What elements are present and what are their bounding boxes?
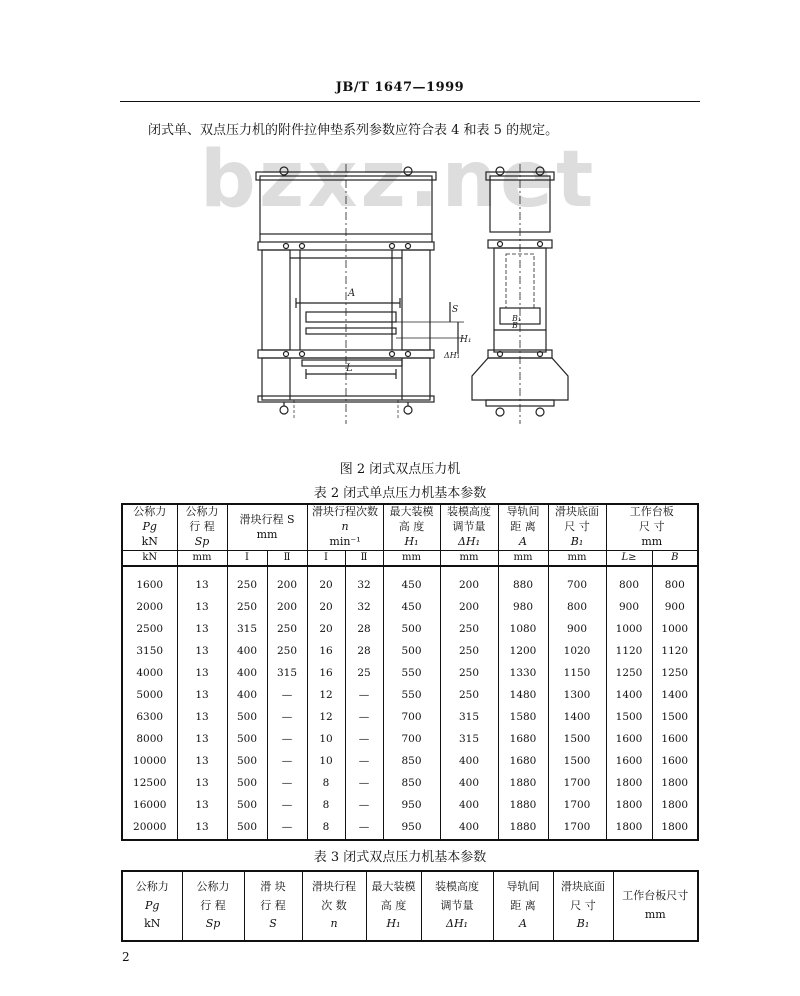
table-cell: 850 <box>383 773 440 795</box>
table-cell: 250 <box>440 685 498 707</box>
table-cell: 1080 <box>498 619 548 641</box>
document-header: JB/T 1647—1999 <box>335 80 465 95</box>
header-stroke: 滑块行程 S mm <box>227 504 307 550</box>
t3-header-table-board: 工作台板尺寸 mm <box>613 871 698 941</box>
table-cell: 900 <box>606 597 652 619</box>
header-pg: 公称力 Pg kN <box>122 504 177 550</box>
table2-body <box>122 566 698 840</box>
table-cell: 1700 <box>548 817 606 840</box>
table-cell: 400 <box>227 641 267 663</box>
table-cell: 450 <box>383 566 440 597</box>
t3-header-pg: 公称力 Pg kN <box>122 871 182 941</box>
table-cell: 950 <box>383 817 440 840</box>
table3-title: 表 3 闭式双点压力机基本参数 <box>313 850 487 865</box>
left-column <box>262 250 290 350</box>
table-cell: 1120 <box>606 641 652 663</box>
table-cell: 200 <box>440 597 498 619</box>
table-cell: — <box>267 685 307 707</box>
table-cell: 400 <box>227 663 267 685</box>
table-cell: 13 <box>177 685 227 707</box>
table-cell: 250 <box>440 619 498 641</box>
table-cell: 250 <box>227 566 267 597</box>
table-cell: 400 <box>440 751 498 773</box>
table-cell: 10 <box>307 729 345 751</box>
table-cell: 500 <box>227 795 267 817</box>
table-row <box>122 729 698 751</box>
table-cell: 950 <box>383 795 440 817</box>
table-cell: — <box>345 773 383 795</box>
table-cell: 10 <box>307 751 345 773</box>
right-column <box>402 250 430 350</box>
table-cell: 400 <box>440 817 498 840</box>
col-n-i: Ⅰ <box>307 550 345 566</box>
table-cell: 1300 <box>548 685 606 707</box>
table-cell: — <box>267 817 307 840</box>
intro-paragraph: 闭式单、双点压力机的附件拉伸垫系列参数应符合表 4 和表 5 的规定。 <box>148 123 559 138</box>
table-cell: 13 <box>177 566 227 597</box>
table-cell: 3150 <box>122 641 177 663</box>
table-cell: 400 <box>440 773 498 795</box>
table-cell: 550 <box>383 663 440 685</box>
t3-header-sp: 公称力 行 程 Sp <box>182 871 244 941</box>
table-cell: — <box>267 773 307 795</box>
table-cell: 880 <box>498 566 548 597</box>
table-cell: 13 <box>177 619 227 641</box>
col-tb-l: L≥ <box>606 550 652 566</box>
table-cell: 250 <box>267 641 307 663</box>
table-cell: 8 <box>307 795 345 817</box>
table-cell: — <box>267 795 307 817</box>
table-cell: 850 <box>383 751 440 773</box>
table-cell: 500 <box>227 773 267 795</box>
watermark: bzxz.net <box>200 135 597 225</box>
table-cell: 550 <box>383 685 440 707</box>
table-cell: 1400 <box>652 685 698 707</box>
table2-title: 表 2 闭式单点压力机基本参数 <box>313 486 487 501</box>
table-cell: 1880 <box>498 795 548 817</box>
table-cell: 315 <box>267 663 307 685</box>
table-cell: 250 <box>440 641 498 663</box>
table-row <box>122 641 698 663</box>
t3-header-dh1: 装模高度 调节量 ΔH₁ <box>421 871 493 941</box>
table-cell: 32 <box>345 566 383 597</box>
table-cell: — <box>267 751 307 773</box>
table-cell: 1020 <box>548 641 606 663</box>
header-table-board: 工作台板 尺 寸 mm <box>606 504 698 550</box>
table-cell: — <box>345 685 383 707</box>
table-cell: 1200 <box>498 641 548 663</box>
table-cell: 500 <box>227 751 267 773</box>
col-tb-b: B <box>652 550 698 566</box>
table-cell: 800 <box>652 566 698 597</box>
table2 <box>121 503 699 841</box>
table-cell: 1700 <box>548 795 606 817</box>
table-cell: 2500 <box>122 619 177 641</box>
label-A: A <box>348 288 356 299</box>
header-rule <box>120 101 700 102</box>
table-cell: 13 <box>177 773 227 795</box>
table-cell: 1150 <box>548 663 606 685</box>
table-cell: 500 <box>227 707 267 729</box>
table-cell: 5000 <box>122 685 177 707</box>
t3-header-h1: 最大装模 高 度 H₁ <box>366 871 421 941</box>
table-cell: 1700 <box>548 773 606 795</box>
table-cell: 450 <box>383 597 440 619</box>
table3 <box>121 870 699 942</box>
label-S: S <box>452 305 459 315</box>
table-cell: 315 <box>440 707 498 729</box>
table-cell: 700 <box>383 707 440 729</box>
table-cell: 1600 <box>652 751 698 773</box>
table-cell: 2000 <box>122 597 177 619</box>
table-cell: 13 <box>177 597 227 619</box>
unit-h1: mm <box>383 550 440 566</box>
slide <box>306 312 396 322</box>
unit-sp: mm <box>177 550 227 566</box>
table-cell: 315 <box>440 729 498 751</box>
table-cell: 20 <box>307 619 345 641</box>
figure-caption: 图 2 闭式双点压力机 <box>339 462 461 477</box>
table-cell: 1600 <box>122 566 177 597</box>
table-cell: 12 <box>307 685 345 707</box>
table-cell: 1120 <box>652 641 698 663</box>
table-cell: 1880 <box>498 773 548 795</box>
table-cell: 1400 <box>548 707 606 729</box>
table-cell: 500 <box>383 641 440 663</box>
table-cell: 980 <box>498 597 548 619</box>
table-cell: 500 <box>227 729 267 751</box>
table-cell: 900 <box>652 597 698 619</box>
table-cell: 1800 <box>606 795 652 817</box>
label-H1: H₁ <box>460 335 472 345</box>
table-cell: 800 <box>548 597 606 619</box>
col-n-ii: Ⅱ <box>345 550 383 566</box>
unit-a: mm <box>498 550 548 566</box>
table-cell: 20 <box>307 566 345 597</box>
table-cell: — <box>345 795 383 817</box>
table-cell: 1500 <box>548 751 606 773</box>
table-cell: 1800 <box>652 795 698 817</box>
table-cell: 28 <box>345 641 383 663</box>
t3-header-s: 滑 块 行 程 S <box>244 871 302 941</box>
table-cell: 1800 <box>652 817 698 840</box>
table-cell: 16 <box>307 663 345 685</box>
table-cell: 20 <box>307 597 345 619</box>
table-cell: 6300 <box>122 707 177 729</box>
table-cell: 1000 <box>606 619 652 641</box>
table-cell: 13 <box>177 729 227 751</box>
table-cell: — <box>345 751 383 773</box>
table-cell: 1880 <box>498 817 548 840</box>
label-L: L <box>346 363 353 374</box>
t3-header-a: 导轨间 距 离 A <box>493 871 553 941</box>
label-dH1: ΔH₁ <box>444 351 460 360</box>
table-cell: 32 <box>345 597 383 619</box>
table-cell: 16 <box>307 641 345 663</box>
col-s-ii: Ⅱ <box>267 550 307 566</box>
unit-dh1: mm <box>440 550 498 566</box>
table-row <box>122 817 698 840</box>
table-cell: 200 <box>267 566 307 597</box>
table-cell: 13 <box>177 707 227 729</box>
table-cell: 1500 <box>606 707 652 729</box>
table-cell: 13 <box>177 751 227 773</box>
table-cell: 1250 <box>652 663 698 685</box>
press-diagram <box>250 162 570 432</box>
table-cell: 800 <box>606 566 652 597</box>
table-cell: 400 <box>440 795 498 817</box>
header-b1: 滑块底面 尺 寸 B₁ <box>548 504 606 550</box>
table-row <box>122 619 698 641</box>
t3-header-b1: 滑块底面 尺 寸 B₁ <box>553 871 613 941</box>
table-cell: 1250 <box>606 663 652 685</box>
table-cell: 13 <box>177 641 227 663</box>
table-cell: 28 <box>345 619 383 641</box>
table-cell: 1500 <box>652 707 698 729</box>
header-dh1: 装模高度 调节量 ΔH₁ <box>440 504 498 550</box>
table-cell: 700 <box>548 566 606 597</box>
table-cell: 12 <box>307 707 345 729</box>
table-cell: — <box>267 707 307 729</box>
header-a: 导轨间 距 离 A <box>498 504 548 550</box>
header-sp: 公称力 行 程 Sp <box>177 504 227 550</box>
table-cell: 10000 <box>122 751 177 773</box>
table-cell: — <box>267 729 307 751</box>
header-strokes-per-min: 滑块行程次数 n min⁻¹ <box>307 504 383 550</box>
table-cell: 8 <box>307 817 345 840</box>
unit-pg: kN <box>122 550 177 566</box>
table-cell: 20000 <box>122 817 177 840</box>
unit-b1: mm <box>548 550 606 566</box>
table-cell: 8 <box>307 773 345 795</box>
table-row <box>122 685 698 707</box>
table-cell: 200 <box>440 566 498 597</box>
table-cell: — <box>345 817 383 840</box>
table-cell: 250 <box>227 597 267 619</box>
label-B1: B₁ <box>512 314 522 323</box>
table-cell: 13 <box>177 663 227 685</box>
table-cell: 400 <box>227 685 267 707</box>
table-cell: 13 <box>177 817 227 840</box>
table-row <box>122 773 698 795</box>
table-cell: 1000 <box>652 619 698 641</box>
table-cell: 250 <box>267 619 307 641</box>
table-cell: 1580 <box>498 707 548 729</box>
table-row <box>122 663 698 685</box>
table-cell: 1680 <box>498 751 548 773</box>
table-row <box>122 566 698 597</box>
table-cell: 500 <box>383 619 440 641</box>
table-cell: 13 <box>177 795 227 817</box>
table-cell: 1800 <box>606 817 652 840</box>
table-row <box>122 597 698 619</box>
table-cell: 500 <box>227 817 267 840</box>
table-cell: 25 <box>345 663 383 685</box>
table-cell: 1500 <box>548 729 606 751</box>
label-B: B <box>512 321 518 330</box>
table-cell: 250 <box>440 663 498 685</box>
table-cell: 1600 <box>606 729 652 751</box>
table-cell: 1400 <box>606 685 652 707</box>
page-number: 2 <box>122 950 130 964</box>
table-row <box>122 707 698 729</box>
table-cell: — <box>345 729 383 751</box>
table-row <box>122 795 698 817</box>
table-cell: 1480 <box>498 685 548 707</box>
table-cell: 900 <box>548 619 606 641</box>
table-cell: 1600 <box>606 751 652 773</box>
table-cell: 8000 <box>122 729 177 751</box>
table-cell: 16000 <box>122 795 177 817</box>
table-cell: 1680 <box>498 729 548 751</box>
t3-header-n: 滑块行程 次 数 n <box>302 871 366 941</box>
table-cell: 4000 <box>122 663 177 685</box>
table-cell: 315 <box>227 619 267 641</box>
table-cell: 1800 <box>652 773 698 795</box>
table-cell: 1330 <box>498 663 548 685</box>
table-row <box>122 751 698 773</box>
table-cell: 1800 <box>606 773 652 795</box>
table-cell: 700 <box>383 729 440 751</box>
table-cell: 12500 <box>122 773 177 795</box>
col-s-i: Ⅰ <box>227 550 267 566</box>
header-h1: 最大装模 高 度 H₁ <box>383 504 440 550</box>
table-cell: — <box>345 707 383 729</box>
table-cell: 1600 <box>652 729 698 751</box>
table-cell: 200 <box>267 597 307 619</box>
